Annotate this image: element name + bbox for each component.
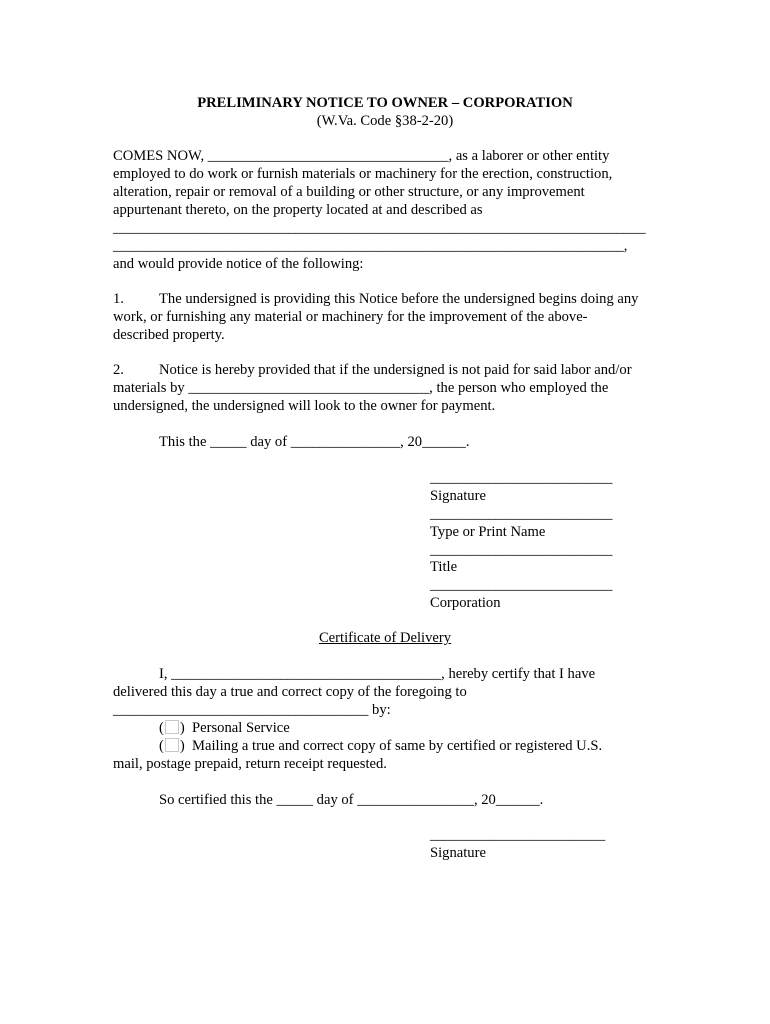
intro-line-1: COMES NOW, _________________________________, as a laborer or other entity bbox=[113, 148, 610, 164]
mailing-label-line-1: Mailing a true and correct copy of same by certified or registered U.S. bbox=[192, 738, 603, 754]
signature-blank: _________________________ bbox=[430, 470, 613, 486]
item-1-line-3: described property. bbox=[113, 327, 225, 343]
certificate-heading: Certificate of Delivery bbox=[318, 630, 452, 646]
name-label: Type or Print Name bbox=[430, 524, 546, 540]
mailing-checkbox[interactable] bbox=[165, 738, 179, 752]
personal-service-label: Personal Service bbox=[192, 720, 290, 736]
corporation-label: Corporation bbox=[430, 595, 501, 611]
certificate-line-1: I, _____________________________________, hereby certify that I have bbox=[159, 666, 596, 682]
mailing-label-line-2: mail, postage prepaid, return receipt requested. bbox=[113, 756, 387, 772]
item-1-number: 1. bbox=[113, 291, 124, 307]
close-paren: ) bbox=[179, 720, 185, 736]
property-blank-line-2: ______________________________________________________________________, bbox=[113, 238, 628, 254]
intro-line-4: appurtenant thereto, on the property located at and described as bbox=[113, 202, 483, 218]
close-paren: ) bbox=[179, 738, 185, 754]
open-paren: ( bbox=[159, 720, 164, 736]
intro-line-2: employed to do work or furnish materials or machinery for the erection, construction, bbox=[113, 166, 613, 182]
item-2-number: 2. bbox=[113, 362, 124, 378]
signature-label: Signature bbox=[430, 488, 486, 504]
notice-date-line: This the _____ day of _______________, 20______. bbox=[159, 434, 470, 450]
personal-service-checkbox[interactable] bbox=[165, 720, 179, 734]
certificate-signature-blank: ________________________ bbox=[430, 827, 606, 843]
open-paren: ( bbox=[159, 738, 164, 754]
item-2-line-3: undersigned, the undersigned will look to the owner for payment. bbox=[113, 398, 496, 414]
certificate-line-3: ___________________________________ by: bbox=[113, 702, 391, 718]
certificate-signature-label: Signature bbox=[430, 845, 486, 861]
certificate-line-2: delivered this day a true and correct copy of the foregoing to bbox=[113, 684, 467, 700]
item-1-line-2: work, or furnishing any material or machinery for the improvement of the above- bbox=[113, 309, 588, 325]
item-2-line-2: materials by _________________________________, the person who employed the bbox=[113, 380, 609, 396]
name-blank: _________________________ bbox=[430, 506, 613, 522]
property-blank-line-1: _________________________________________________________________________ bbox=[113, 220, 646, 236]
corporation-blank: _________________________ bbox=[430, 577, 613, 593]
intro-line-3: alteration, repair or removal of a building or other structure, or any improvement bbox=[113, 184, 585, 200]
document-subtitle: (W.Va. Code §38-2-20) bbox=[316, 113, 454, 129]
intro-line-7: and would provide notice of the following: bbox=[113, 256, 364, 272]
certified-date-line: So certified this the _____ day of ________________, 20______. bbox=[159, 792, 544, 808]
document-title: PRELIMINARY NOTICE TO OWNER – CORPORATION bbox=[197, 95, 573, 111]
title-label: Title bbox=[430, 559, 458, 575]
option-personal-service bbox=[159, 719, 290, 737]
item-1-line-1: The undersigned is providing this Notice before the undersigned begins doing any bbox=[159, 291, 639, 307]
title-blank: _________________________ bbox=[430, 542, 613, 558]
item-2-line-1: Notice is hereby provided that if the undersigned is not paid for said labor and/or bbox=[159, 362, 632, 378]
option-mailing bbox=[159, 737, 602, 755]
